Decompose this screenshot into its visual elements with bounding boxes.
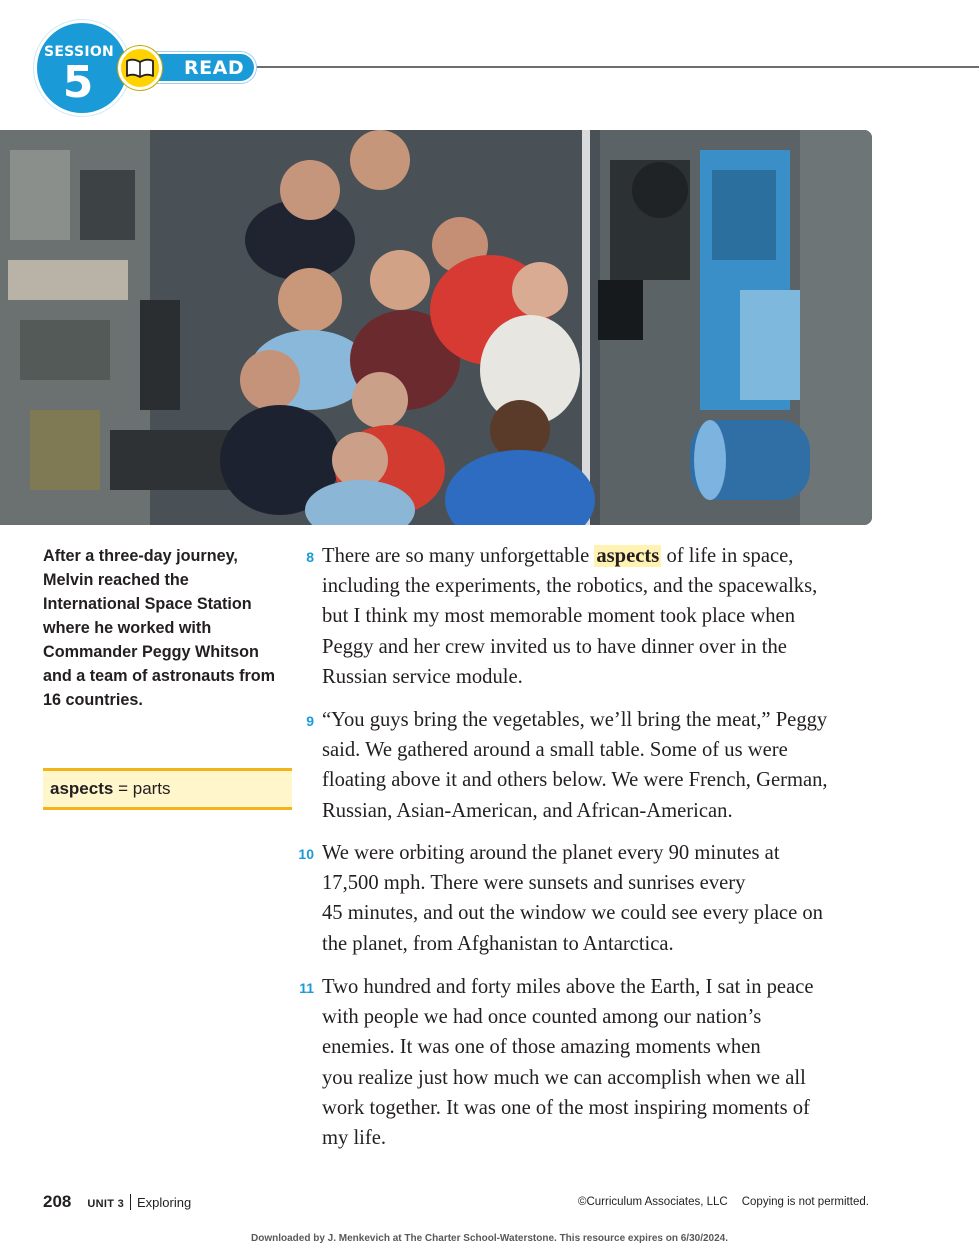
text-segment: There are so many unforgettable: [322, 545, 595, 567]
text-line: [322, 541, 882, 571]
paragraph-number: 10: [298, 846, 314, 862]
photo-caption: After a three-day journey, Melvin reached the International Space Station where he worked with Commander Peggy Whitson and a team of astronauts from 16 countries.: [43, 547, 276, 709]
session-label: SESSION: [43, 44, 115, 60]
footer-divider: [130, 1194, 131, 1210]
text-line: 17,500 mph. There were sunsets and sunrises every: [322, 872, 746, 895]
text-segment: of life in space,: [661, 545, 794, 567]
footer-left: [43, 1192, 191, 1212]
vocab-term: aspects: [50, 779, 114, 798]
text-line: with people we had once counted among our nation’s: [322, 1006, 762, 1029]
text-line: Peggy and her crew invited us to have dinner over in the: [322, 635, 787, 658]
copy-notice: Copying is not permitted.: [741, 1196, 869, 1208]
open-book-icon: [118, 46, 162, 90]
text-line: including the experiments, the robotics, and the spacewalks,: [322, 575, 818, 598]
text-line: “You guys bring the vegetables, we’ll bring the meat,” Peggy: [322, 709, 828, 731]
text-line: We were orbiting around the planet every 90 minutes at: [322, 842, 780, 864]
vocab-highlight: aspects: [596, 545, 660, 567]
text-line: my life.: [322, 1127, 387, 1150]
copyright: ©Curriculum Associates, LLC: [578, 1196, 728, 1208]
session-number: 5: [62, 57, 94, 108]
session-badge: [34, 20, 130, 116]
text-line: Two hundred and forty miles above the Earth, I sat in peace: [322, 976, 814, 998]
paragraph-11: [322, 972, 882, 1153]
text-line: said. We gathered around a small table. Some of us were: [322, 739, 788, 762]
paragraph-10: [322, 838, 882, 959]
vocab-definition: parts: [132, 779, 171, 798]
text-line: but I think my most memorable moment took place when: [322, 605, 795, 628]
vocab-equals: =: [118, 779, 128, 798]
vocabulary-box: [43, 768, 292, 810]
astronauts-photo: [0, 130, 872, 525]
paragraph-9: [322, 705, 882, 826]
paragraph-8: [322, 541, 882, 692]
paragraph-number: 9: [306, 713, 314, 729]
download-notice: Downloaded by J. Menkevich at The Charter School-Waterstone. This resource expires on 6/30/2024.: [251, 1233, 728, 1244]
text-line: work together. It was one of the most inspiring moments of: [322, 1096, 810, 1119]
paragraph-number: 8: [306, 549, 314, 565]
text-line: enemies. It was one of those amazing moments when: [322, 1036, 761, 1059]
footer-right: [578, 1196, 869, 1208]
unit-label: UNIT 3: [87, 1198, 125, 1210]
text-line: 45 minutes, and out the window we could see every place on: [322, 902, 823, 925]
header-rule: [250, 66, 979, 68]
page-number: 208: [43, 1192, 72, 1211]
unit-title: Exploring: [137, 1195, 192, 1210]
text-line: Russian, Asian-American, and African-American.: [322, 799, 733, 822]
text-line: Russian service module.: [322, 665, 523, 688]
text-line: the planet, from Afghanistan to Antarctica.: [322, 932, 674, 955]
paragraph-number: 11: [299, 980, 314, 996]
text-line: floating above it and others below. We were French, German,: [322, 769, 828, 792]
text-line: you realize just how much we can accomplish when we all: [322, 1066, 806, 1089]
read-label: READ: [184, 57, 245, 79]
